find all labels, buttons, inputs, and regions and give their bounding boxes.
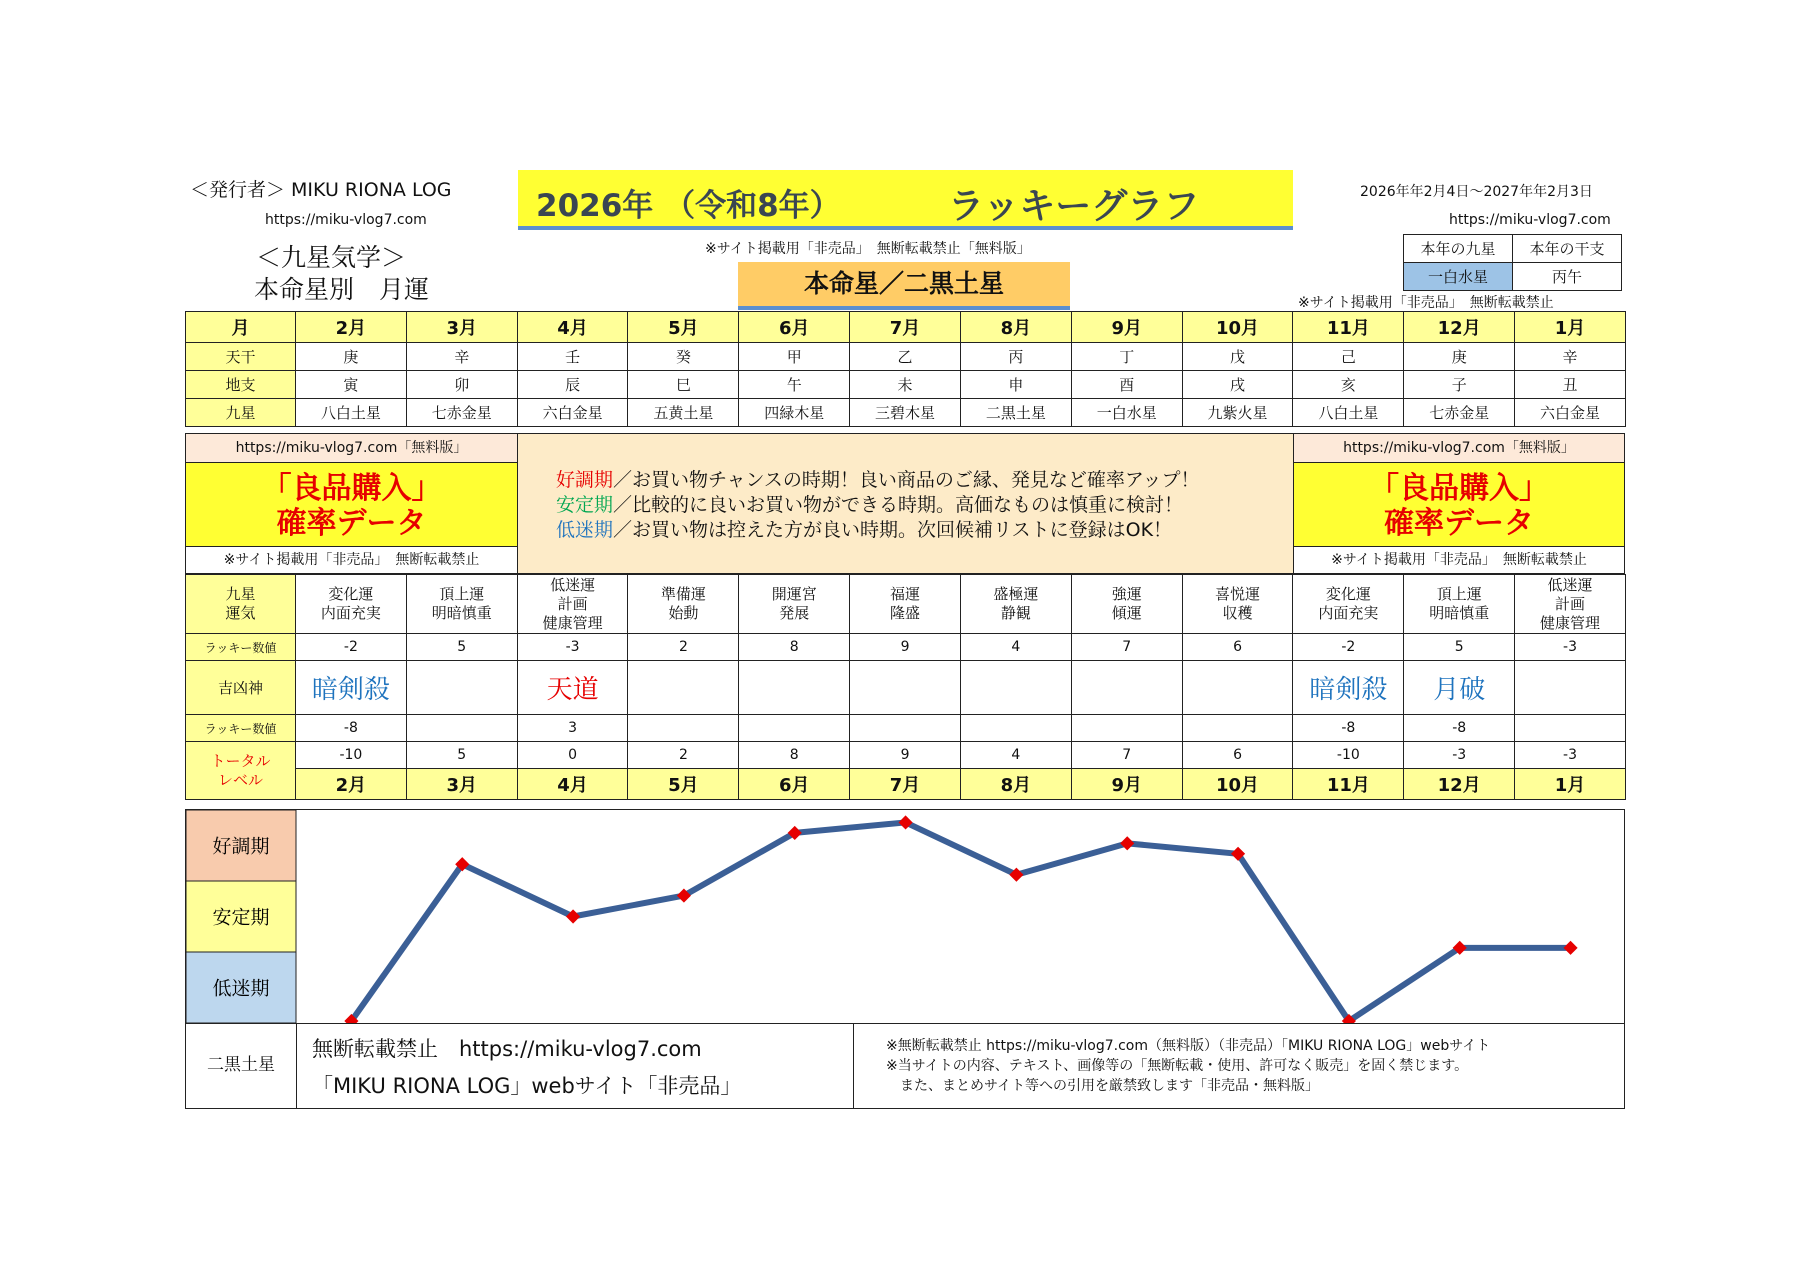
lucky-value-cell: 6: [1182, 634, 1293, 661]
fortune-cell: [960, 575, 1071, 634]
fortune-cell: [517, 575, 628, 634]
date-range: 2026年年2月4日～2027年年2月3日: [1360, 184, 1593, 200]
fortune-cell: [296, 575, 407, 634]
notice-right: ※サイト掲載用「非売品」 無断転載禁止: [1298, 295, 1554, 311]
tenkan-cell: 乙: [850, 343, 961, 371]
chishi-cell: 申: [960, 371, 1071, 399]
fortune-text: 準備運: [660, 585, 706, 603]
title-year: 2026年 （令和8年）: [536, 188, 841, 224]
tenkan-cell: 庚: [296, 343, 407, 371]
fortune-cell: [406, 575, 517, 634]
month-header-cell: 12月: [1404, 312, 1515, 343]
chishi-cell: 午: [739, 371, 850, 399]
fortune-text: 健康管理: [542, 613, 603, 632]
footer-left-line-1: 無断転載禁止 https://miku-vlog7.com: [312, 1037, 702, 1061]
middle-right-url[interactable]: https://miku-vlog7.com「無料版」: [1294, 434, 1624, 463]
band-label: 安定期: [212, 906, 270, 929]
kyusei-cell: 七赤金星: [1404, 399, 1515, 427]
middle-section: [185, 433, 1625, 574]
kyusei-cell: 五黄土星: [628, 399, 739, 427]
footer-right-line-2: ※当サイトの内容、テキスト、画像等の「無断転載・使用、許可なく販売」を固く禁じます。: [886, 1058, 1469, 1074]
title-banner: [518, 170, 1293, 230]
total-value-cell: 5: [406, 742, 517, 769]
data-point-9月: [1120, 836, 1134, 850]
kikkyo-cell: [1515, 661, 1626, 715]
kyusei-cell: 七赤金星: [406, 399, 517, 427]
kikkyo-cell: [628, 661, 739, 715]
fortune-text: 健康管理: [1540, 613, 1601, 632]
legend-line: [518, 468, 1293, 493]
band-label: 低迷期: [212, 977, 270, 1000]
kikkyo-cell: [1071, 661, 1182, 715]
total-value-cell: -10: [296, 742, 407, 769]
lucky-graph: [185, 809, 1625, 1024]
month-header-cell: 11月: [1293, 312, 1404, 343]
fortune-text: 変化運: [1325, 585, 1371, 603]
honmei-star-box: 本命星／二黒土星: [738, 262, 1070, 310]
total-value-cell: -3: [1404, 742, 1515, 769]
legend-line: [518, 493, 1293, 518]
kyusei-row-label: 九星: [186, 399, 296, 427]
fortune-row-label: 九星 運気: [186, 575, 296, 634]
fortune-text: 強運: [1111, 585, 1142, 603]
lucky-value-cell: 7: [1071, 634, 1182, 661]
tenkan-cell: 辛: [406, 343, 517, 371]
middle-left-panel: [185, 433, 518, 574]
footer: [185, 1023, 1625, 1109]
publisher: ＜発行者＞ MIKU RIONA LOG: [190, 179, 452, 201]
kyusei-cell: 一白水星: [1071, 399, 1182, 427]
month-footer-cell: 7月: [850, 769, 961, 800]
lucky2-value-cell: [1071, 715, 1182, 742]
fortune-cell: [1182, 575, 1293, 634]
middle-right-panel: [1293, 433, 1625, 574]
kikkyo-cell: 暗剣殺: [1293, 661, 1404, 715]
fortune-text: 変化運: [328, 585, 374, 603]
fortune-text: 明暗慎重: [431, 604, 492, 622]
lucky2-value-cell: [406, 715, 517, 742]
fortune-text: 発展: [779, 604, 810, 622]
lucky2-value-cell: [850, 715, 961, 742]
fortune-text: 内面充実: [1318, 604, 1379, 622]
kyusei-cell: 八白土星: [296, 399, 407, 427]
lucky2-value-cell: [739, 715, 850, 742]
month-footer-cell: 3月: [406, 769, 517, 800]
chishi-cell: 亥: [1293, 371, 1404, 399]
chishi-cell: 子: [1404, 371, 1515, 399]
lucky2-value-cell: [628, 715, 739, 742]
lucky-line-chart: [186, 810, 1624, 1023]
chishi-row-label: 地支: [186, 371, 296, 399]
footer-left: [296, 1023, 854, 1108]
chishi-cell: 戌: [1182, 371, 1293, 399]
lucky2-row-label: ラッキー数値: [186, 715, 296, 742]
total-value-cell: 8: [739, 742, 850, 769]
middle-left-big-1: 「良品購入」: [261, 471, 442, 506]
month-header-cell: 4月: [517, 312, 628, 343]
lucky-value-cell: -3: [1515, 634, 1626, 661]
footer-left-line-2: 「MIKU RIONA LOG」webサイト「非売品」: [312, 1074, 742, 1098]
total-value-cell: 0: [517, 742, 628, 769]
fortune-text: 静観: [1000, 604, 1031, 622]
footer-label: 二黒土星: [186, 1023, 297, 1108]
middle-right-big-2: 確率データ: [1384, 506, 1534, 541]
lucky2-value-cell: [1515, 715, 1626, 742]
month-header-cell: 3月: [406, 312, 517, 343]
lucky2-value-cell: 3: [517, 715, 628, 742]
fortune-text: 頂上運: [439, 585, 485, 603]
tenkan-cell: 丁: [1071, 343, 1182, 371]
fortune-cell: [1404, 575, 1515, 634]
data-point-1月: [1563, 941, 1577, 955]
month-footer-cell: 12月: [1404, 769, 1515, 800]
fortune-text: 計画: [557, 594, 588, 613]
fortune-cell: [739, 575, 850, 634]
fortune-text: 隆盛: [890, 604, 921, 622]
tenkan-cell: 己: [1293, 343, 1404, 371]
total-value-cell: 4: [960, 742, 1071, 769]
year-eto-value: 丙午: [1513, 263, 1622, 291]
fortune-text: 傾運: [1111, 604, 1142, 622]
tenkan-cell: 庚: [1404, 343, 1515, 371]
kikkyo-cell: [739, 661, 850, 715]
lucky-value-cell: 4: [960, 634, 1071, 661]
fortune-text: 頂上運: [1436, 585, 1482, 603]
legend-text: ／お買い物は控えた方が良い時期。次回候補リストに登録はOK！: [613, 519, 1173, 541]
fortune-text: 収穫: [1222, 604, 1253, 622]
month-header-cell: 5月: [628, 312, 739, 343]
month-footer-cell: 5月: [628, 769, 739, 800]
kyusei-cell: 四緑木星: [739, 399, 850, 427]
fortune-cell: [1071, 575, 1182, 634]
kikkyo-cell: [960, 661, 1071, 715]
kyusei-cell: 九紫火星: [1182, 399, 1293, 427]
series-line: [351, 822, 1570, 1021]
middle-left-big: [186, 463, 517, 547]
chishi-cell: 未: [850, 371, 961, 399]
year-star-header: 本年の九星: [1404, 235, 1513, 263]
legend-key: 好調期: [556, 469, 614, 491]
kikkyo-cell: 暗剣殺: [296, 661, 407, 715]
total-value-cell: -10: [1293, 742, 1404, 769]
kikkyo-cell: [406, 661, 517, 715]
lucky-value-cell: 5: [406, 634, 517, 661]
fortune-text: 明暗慎重: [1429, 604, 1490, 622]
fortune-cell: [1515, 575, 1626, 634]
fortune-text: 開運宮: [771, 585, 817, 603]
lucky-value-cell: 5: [1404, 634, 1515, 661]
title-main: ラッキーグラフ: [948, 186, 1200, 227]
total-value-cell: 9: [850, 742, 961, 769]
legend-text: ／比較的に良いお買い物ができる時期。高価なものは慎重に検討！: [613, 494, 1184, 516]
fortune-text: 内面充実: [320, 604, 381, 622]
month-row-label: 月: [186, 312, 296, 343]
month-header-cell: 2月: [296, 312, 407, 343]
middle-right-notice: ※サイト掲載用「非売品」 無断転載禁止: [1331, 552, 1587, 568]
lucky2-value-cell: [960, 715, 1071, 742]
month-footer-cell: 10月: [1182, 769, 1293, 800]
tenkan-cell: 辛: [1515, 343, 1626, 371]
band-label: 好調期: [212, 835, 270, 858]
chishi-cell: 寅: [296, 371, 407, 399]
lucky-value-cell: 8: [739, 634, 850, 661]
footer-right-line-3: また、まとめサイト等への引用を厳禁致します「非売品・無料版」: [886, 1078, 1320, 1094]
month-header-cell: 8月: [960, 312, 1071, 343]
tenkan-cell: 癸: [628, 343, 739, 371]
middle-left-url[interactable]: https://miku-vlog7.com「無料版」: [186, 434, 517, 463]
tenkan-row-label: 天干: [186, 343, 296, 371]
tenkan-cell: 戊: [1182, 343, 1293, 371]
month-header-cell: 10月: [1182, 312, 1293, 343]
monthly-info-table: [185, 311, 1626, 427]
legend-key: 安定期: [556, 494, 614, 516]
total-value-cell: 7: [1071, 742, 1182, 769]
lucky-value-cell: -2: [1293, 634, 1404, 661]
lucky-value-cell: 9: [850, 634, 961, 661]
legend-text: ／お買い物チャンスの時期！良い商品のご縁、発見など確率アップ！: [613, 469, 1200, 491]
kikkyo-cell: 天道: [517, 661, 628, 715]
lucky2-value-cell: -8: [1404, 715, 1515, 742]
middle-left-big-2: 確率データ: [276, 506, 427, 541]
lucky-row-label: ラッキー数値: [186, 634, 296, 661]
legend-line: [518, 518, 1293, 543]
subtitle-kyusei: ＜九星気学＞: [256, 243, 407, 272]
total-value-cell: 6: [1182, 742, 1293, 769]
month-header-cell: 7月: [850, 312, 961, 343]
footer-right: [886, 1036, 1490, 1096]
fortune-cell: [850, 575, 961, 634]
lucky-value-cell: -2: [296, 634, 407, 661]
kyusei-cell: 八白土星: [1293, 399, 1404, 427]
lucky2-value-cell: [1182, 715, 1293, 742]
chishi-cell: 辰: [517, 371, 628, 399]
fortune-text: 福運: [890, 585, 921, 603]
month-footer-cell: 9月: [1071, 769, 1182, 800]
lucky2-value-cell: -8: [1293, 715, 1404, 742]
publisher-url[interactable]: https://miku-vlog7.com: [265, 212, 427, 228]
subtitle-monthly: 本命星別 月運: [254, 275, 430, 304]
legend-key: 低迷期: [556, 519, 614, 541]
middle-right-big-1: 「良品購入」: [1369, 471, 1549, 506]
month-footer-cell: 4月: [517, 769, 628, 800]
middle-left-notice: ※サイト掲載用「非売品」 無断転載禁止: [223, 552, 480, 568]
notice-center: ※サイト掲載用「非売品」 無断転載禁止「無料版」: [705, 241, 1031, 257]
tenkan-cell: 壬: [517, 343, 628, 371]
middle-legend: [518, 434, 1293, 543]
month-header-cell: 6月: [739, 312, 850, 343]
kyusei-cell: 二黒土星: [960, 399, 1071, 427]
middle-center-panel: [517, 433, 1294, 574]
month-header-cell: 9月: [1071, 312, 1182, 343]
year-star-value: 一白水星: [1404, 263, 1513, 291]
chishi-cell: 巳: [628, 371, 739, 399]
fortune-table: [185, 574, 1626, 800]
tenkan-cell: 丙: [960, 343, 1071, 371]
fortune-text: 低迷運: [550, 575, 596, 594]
fortune-cell: [628, 575, 739, 634]
fortune-text: 始動: [668, 604, 699, 622]
kikkyo-cell: [850, 661, 961, 715]
total-value-cell: 2: [628, 742, 739, 769]
chishi-cell: 酉: [1071, 371, 1182, 399]
chishi-cell: 丑: [1515, 371, 1626, 399]
kikkyo-cell: [1182, 661, 1293, 715]
lucky-value-cell: -3: [517, 634, 628, 661]
month-footer-cell: 6月: [739, 769, 850, 800]
kyusei-cell: 三碧木星: [850, 399, 961, 427]
month-footer-cell: 8月: [960, 769, 1071, 800]
lucky2-value-cell: -8: [296, 715, 407, 742]
kikkyo-row-label: 吉凶神: [186, 661, 296, 715]
middle-right-big: [1294, 463, 1624, 547]
lucky-value-cell: 2: [628, 634, 739, 661]
year-eto-header: 本年の干支: [1513, 235, 1622, 263]
year-info-table: [1403, 234, 1622, 291]
month-header-cell: 1月: [1515, 312, 1626, 343]
kyusei-cell: 六白金星: [1515, 399, 1626, 427]
fortune-text: 低迷運: [1547, 575, 1593, 594]
month-footer-cell: 1月: [1515, 769, 1626, 800]
fortune-text: 盛極運: [993, 585, 1039, 603]
month-footer-cell: 2月: [296, 769, 407, 800]
fortune-cell: [1293, 575, 1404, 634]
kikkyo-cell: 月破: [1404, 661, 1515, 715]
fortune-text: 喜悦運: [1215, 585, 1261, 603]
tenkan-cell: 甲: [739, 343, 850, 371]
fortune-text: 計画: [1555, 594, 1586, 613]
total-row-label: トータル レベル: [186, 742, 296, 800]
header-url-right[interactable]: https://miku-vlog7.com: [1449, 212, 1611, 228]
chishi-cell: 卯: [406, 371, 517, 399]
total-value-cell: -3: [1515, 742, 1626, 769]
footer-right-line-1: ※無断転載禁止 https://miku-vlog7.com（無料版）（非売品）「MIKU RIONA LOG」webサイト: [886, 1038, 1491, 1054]
month-footer-cell: 11月: [1293, 769, 1404, 800]
kyusei-cell: 六白金星: [517, 399, 628, 427]
